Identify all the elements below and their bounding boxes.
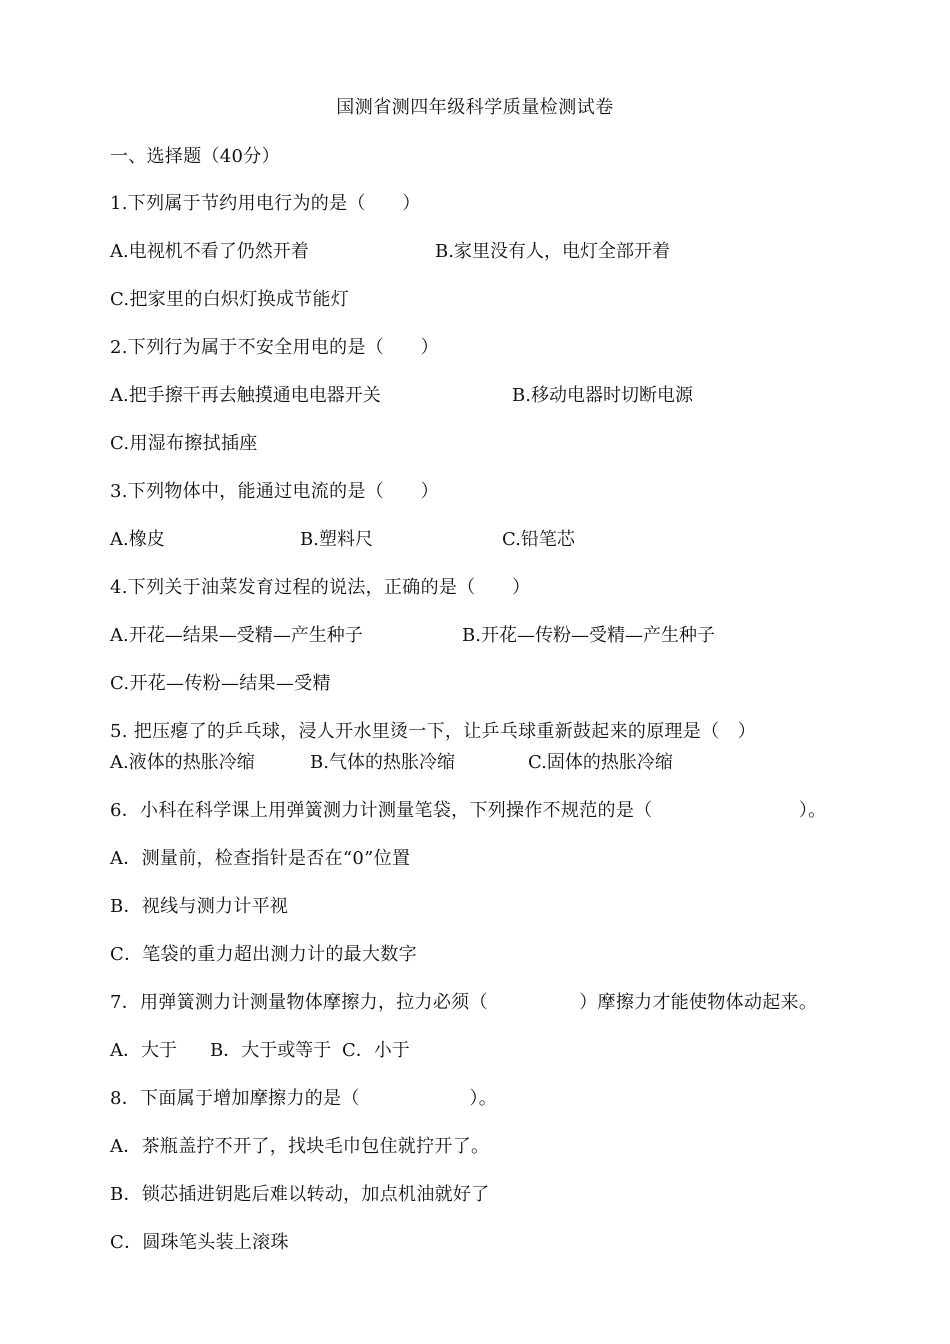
section-heading: 一、选择题（40分） bbox=[110, 146, 280, 167]
question-6-option-b: B．视线与测力计平视 bbox=[110, 896, 289, 917]
question-1-stem: 1.下列属于节约用电行为的是（ ） bbox=[110, 193, 421, 214]
question-3-stem: 3.下列物体中，能通过电流的是（ ） bbox=[110, 481, 439, 502]
question-4-stem: 4.下列关于油菜发育过程的说法，正确的是（ ） bbox=[110, 577, 531, 598]
question-8-option-b: B．锁芯插进钥匙后难以转动，加点机油就好了 bbox=[110, 1184, 490, 1205]
question-7-option-a: A．大于 bbox=[110, 1040, 177, 1061]
question-3-option-c: C.铅笔芯 bbox=[502, 529, 575, 550]
question-3-option-b: B.塑料尺 bbox=[300, 529, 373, 550]
question-6-option-c: C．笔袋的重力超出测力计的最大数字 bbox=[110, 944, 417, 965]
question-6-stem: 6．小科在科学课上用弹簧测力计测量笔袋，下列操作不规范的是（ ）。 bbox=[110, 800, 827, 821]
page-title: 国测省测四年级科学质量检测试卷 bbox=[336, 97, 614, 118]
question-7-option-c: C．小于 bbox=[342, 1040, 410, 1061]
question-2-option-b: B.移动电器时切断电源 bbox=[512, 385, 693, 406]
question-5-option-a: A.液体的热胀冷缩 bbox=[110, 752, 255, 773]
question-5-stem: 5. 把压瘪了的乒乓球，浸人开水里烫一下，让乒乓球重新鼓起来的原理是（ ） bbox=[110, 721, 756, 742]
question-2-option-c: C.用湿布擦拭插座 bbox=[110, 433, 258, 454]
question-1-option-c: C.把家里的白炽灯换成节能灯 bbox=[110, 289, 350, 310]
question-1-option-a: A.电视机不看了仍然开着 bbox=[110, 241, 309, 262]
question-4-option-c: C.开花—传粉—结果—受精 bbox=[110, 673, 331, 694]
question-8-option-a: A．茶瓶盖拧不开了，找块毛巾包住就拧开了。 bbox=[110, 1136, 490, 1157]
question-8-option-c: C．圆珠笔头装上滚珠 bbox=[110, 1232, 289, 1253]
question-8-stem: 8．下面属于增加摩擦力的是（ ）。 bbox=[110, 1088, 498, 1109]
question-3-option-a: A.橡皮 bbox=[110, 529, 165, 550]
question-4-option-a: A.开花—结果—受精—产生种子 bbox=[110, 625, 363, 646]
question-1-option-b: B.家里没有人，电灯全部开着 bbox=[435, 241, 670, 262]
question-2-stem: 2.下列行为属于不安全用电的是（ ） bbox=[110, 337, 439, 358]
question-7-option-b: B．大于或等于 bbox=[210, 1040, 332, 1061]
question-2-option-a: A.把手擦干再去触摸通电电器开关 bbox=[110, 385, 381, 406]
question-5-option-b: B.气体的热胀冷缩 bbox=[310, 752, 455, 773]
question-5-option-c: C.固体的热胀冷缩 bbox=[528, 752, 673, 773]
question-6-option-a: A．测量前，检查指针是否在“0”位置 bbox=[110, 848, 411, 869]
question-7-stem: 7．用弹簧测力计测量物体摩擦力，拉力必须（ ）摩擦力才能使物体动起来。 bbox=[110, 992, 818, 1013]
question-4-option-b: B.开花—传粉—受精—产生种子 bbox=[462, 625, 715, 646]
